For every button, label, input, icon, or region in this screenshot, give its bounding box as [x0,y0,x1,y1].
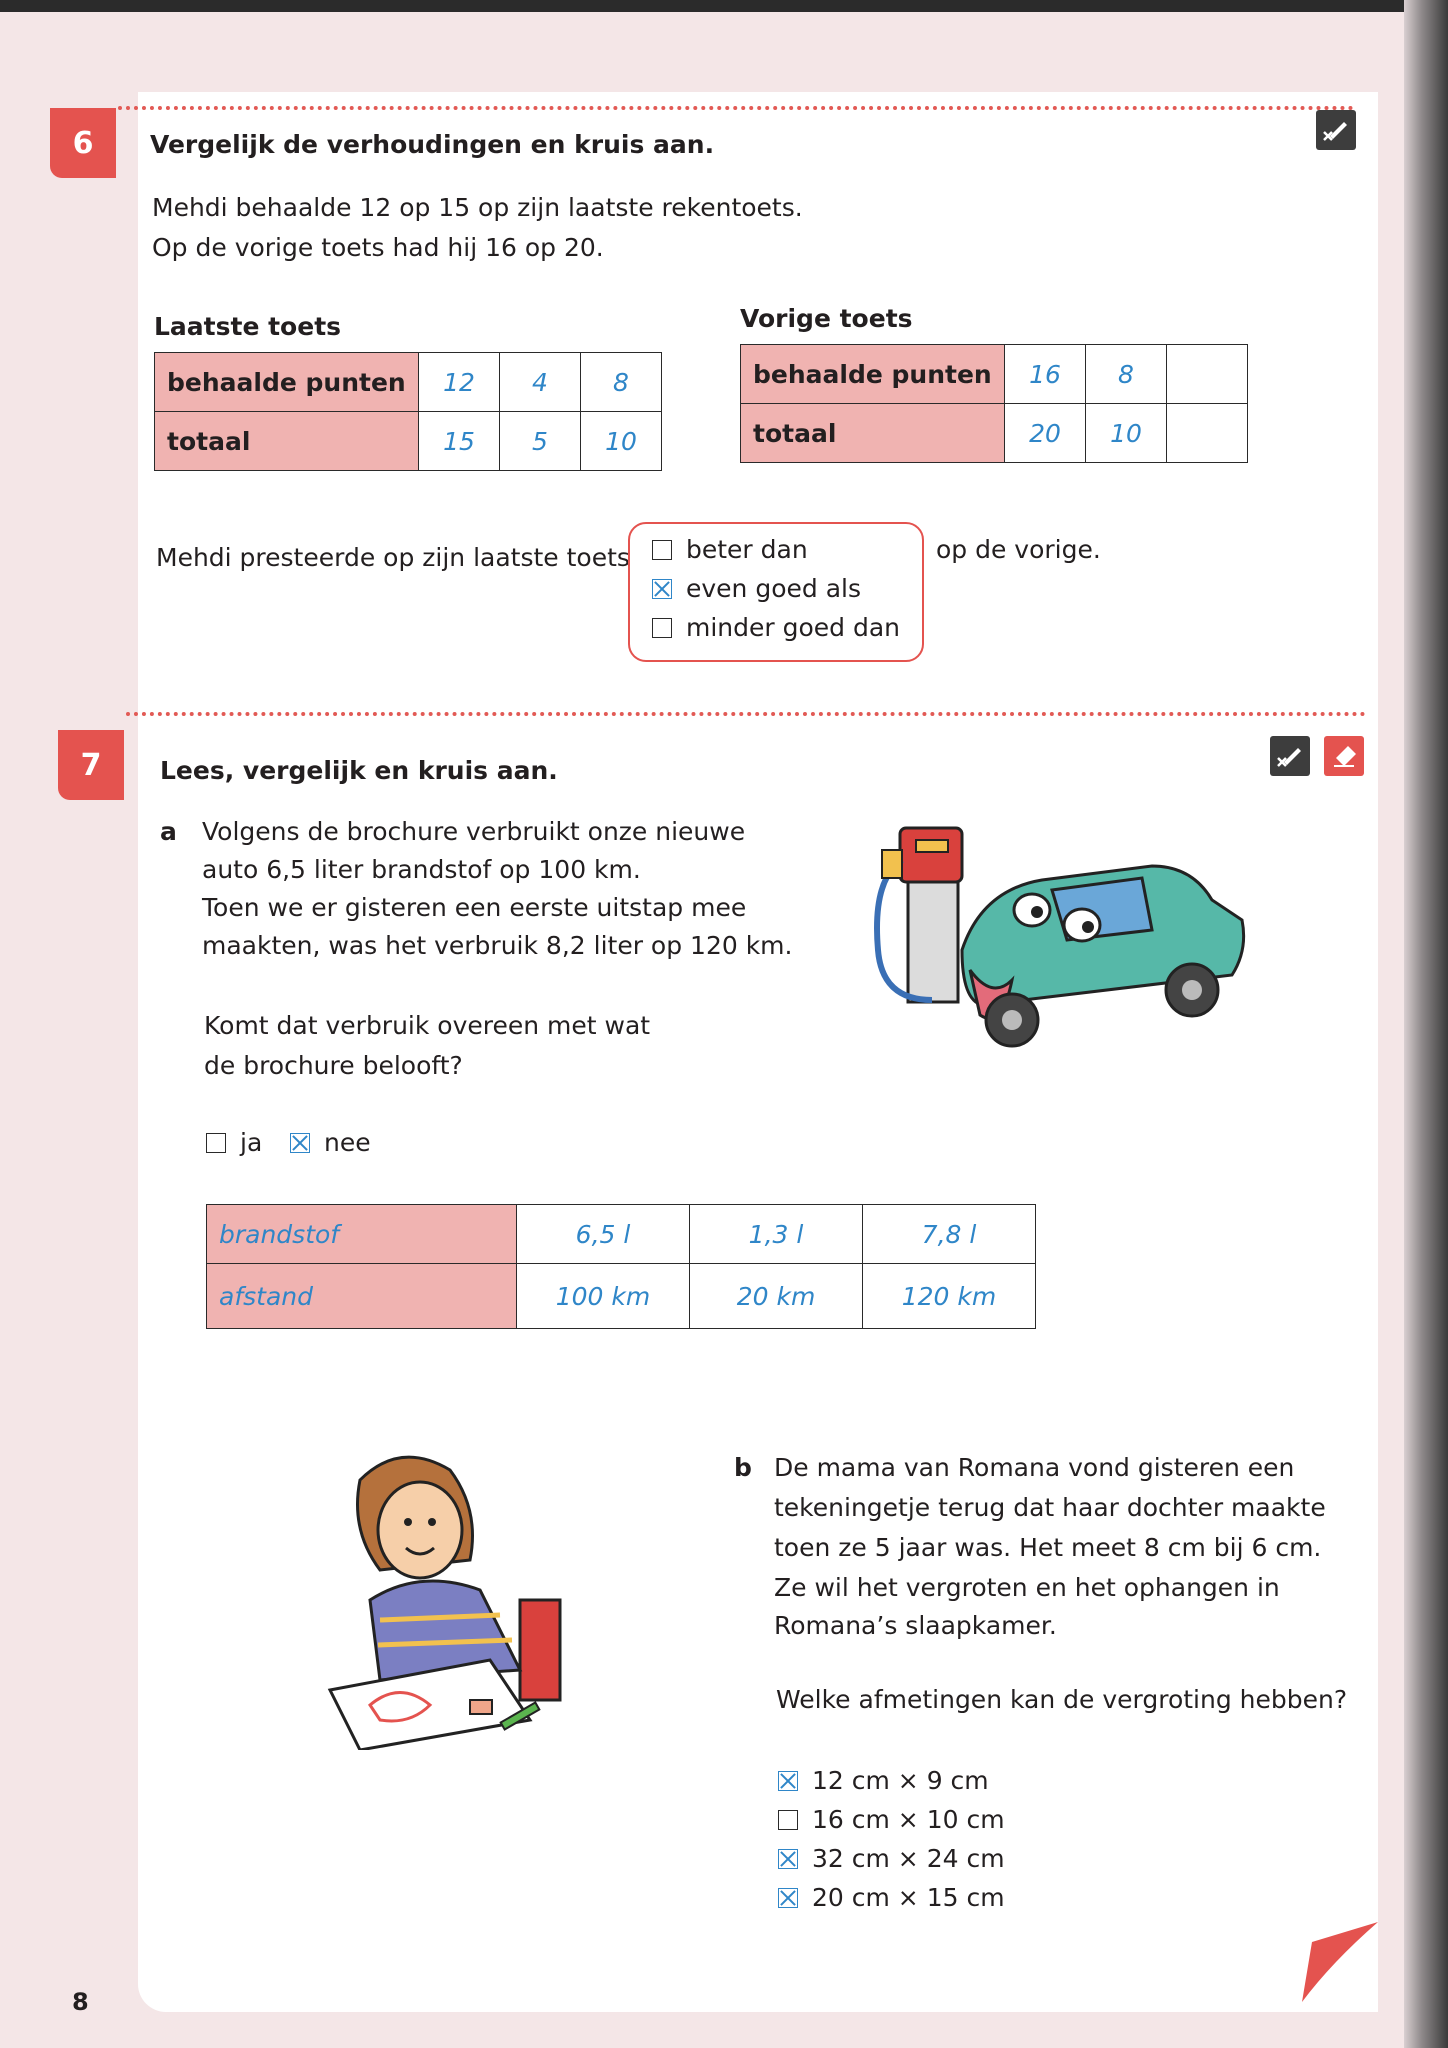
option-label: 20 cm × 15 cm [812,1883,1005,1912]
checkbox-icon[interactable] [652,618,672,638]
option-better[interactable] [652,535,808,564]
car-fuel-pump-illustration [852,800,1252,1060]
table-row [155,353,662,412]
row-label: behaalde punten [155,353,419,412]
table-row [741,404,1248,463]
table-title: Vorige toets [740,304,913,333]
fuel-ratio-table [206,1204,1036,1329]
table-cell[interactable] [1167,404,1248,463]
text-line: auto 6,5 liter brandstof op 100 km. [202,855,641,884]
checkbox-checked-icon[interactable] [290,1133,310,1153]
sentence-start: Mehdi presteerde op zijn laatste toets [156,543,630,572]
row-label: totaal [155,412,419,471]
answer-nee[interactable] [290,1128,371,1157]
size-option[interactable] [778,1805,1005,1834]
sentence-end: op de vorige. [936,535,1101,564]
table-cell[interactable] [1167,345,1248,404]
option-label: nee [324,1128,371,1157]
checkbox-checked-icon[interactable] [778,1888,798,1908]
option-label: ja [240,1128,263,1157]
row-label: totaal [741,404,1005,463]
text-line: Romana’s slaapkamer. [774,1611,1057,1640]
pencil-tool-icon[interactable] [1316,110,1356,150]
table-row [741,345,1248,404]
option-label: 32 cm × 24 cm [812,1844,1005,1873]
table-cell: 10 [1086,404,1167,463]
table-cell: 4 [500,353,581,412]
girl-drawing-illustration [320,1450,590,1750]
table-cell: 10 [581,412,662,471]
text-line: Volgens de brochure verbruikt onze nieuwe [202,817,746,846]
eraser-tool-icon[interactable] [1324,736,1364,776]
size-option[interactable] [778,1766,989,1795]
option-label: 16 cm × 10 cm [812,1805,1005,1834]
text-line: Ze wil het vergroten en het ophangen in [774,1573,1280,1602]
option-label: 12 cm × 9 cm [812,1766,989,1795]
text-line: De mama van Romana vond gisteren een [774,1453,1295,1482]
option-worse[interactable] [652,613,900,642]
table-cell: 20 [1005,404,1086,463]
checkbox-icon[interactable] [778,1810,798,1830]
exercise-number: 7 [58,730,124,800]
page-number: 8 [72,1988,89,2016]
separator-dotted [126,712,1366,716]
text-line: toen ze 5 jaar was. Het meet 8 cm bij 6 cm. [774,1533,1322,1562]
question-line: de brochure belooft? [204,1051,463,1080]
text-line: tekeningetje terug dat haar dochter maakte [774,1493,1326,1522]
row-label: afstand [207,1264,517,1329]
text-line: maakten, was het verbruik 8,2 liter op 120 km. [202,931,793,960]
table-cell: 16 [1005,345,1086,404]
table-cell: 120 km [863,1264,1036,1329]
question-line: Komt dat verbruik overeen met wat [204,1011,651,1040]
table-row [207,1205,1036,1264]
table-row [155,412,662,471]
size-option[interactable] [778,1844,1005,1873]
part-letter: b [734,1453,752,1482]
scan-top-edge [0,0,1448,12]
option-equal[interactable] [652,574,861,603]
checkbox-checked-icon[interactable] [778,1771,798,1791]
separator-dotted [118,106,1354,110]
table-cell: 8 [1086,345,1167,404]
exercise-number: 6 [50,108,116,178]
table-cell: 20 km [690,1264,863,1329]
pencil-tool-icon[interactable] [1270,736,1310,776]
ratio-table-previous [740,344,1248,463]
row-label: brandstof [207,1205,517,1264]
text-line: Toen we er gisteren een eerste uitstap mee [202,893,747,922]
checkbox-icon[interactable] [652,540,672,560]
checkbox-checked-icon[interactable] [778,1849,798,1869]
answer-ja[interactable] [206,1128,262,1157]
table-title: Laatste toets [154,312,342,341]
table-cell: 12 [419,353,500,412]
option-label: even goed als [686,574,861,603]
table-cell: 15 [419,412,500,471]
part-letter: a [160,817,177,846]
table-cell: 100 km [517,1264,690,1329]
row-label: behaalde punten [741,345,1005,404]
option-label: minder goed dan [686,613,901,642]
ratio-table-latest [154,352,662,471]
table-row [207,1264,1036,1329]
table-cell: 1,3 l [690,1205,863,1264]
option-label: beter dan [686,535,808,564]
page-corner-curl [1302,1922,1380,2002]
intro-line: Mehdi behaalde 12 op 15 op zijn laatste rekentoets. [152,193,803,222]
exercise-title: Vergelijk de verhoudingen en kruis aan. [150,130,715,159]
table-cell: 6,5 l [517,1205,690,1264]
question-line: Welke afmetingen kan de vergroting hebben? [776,1685,1348,1714]
table-cell: 5 [500,412,581,471]
intro-line: Op de vorige toets had hij 16 op 20. [152,233,604,262]
size-option[interactable] [778,1883,1005,1912]
book-spine-edge [1404,0,1448,2048]
checkbox-checked-icon[interactable] [652,579,672,599]
exercise-title: Lees, vergelijk en kruis aan. [160,756,558,785]
table-cell: 7,8 l [863,1205,1036,1264]
checkbox-icon[interactable] [206,1133,226,1153]
table-cell: 8 [581,353,662,412]
